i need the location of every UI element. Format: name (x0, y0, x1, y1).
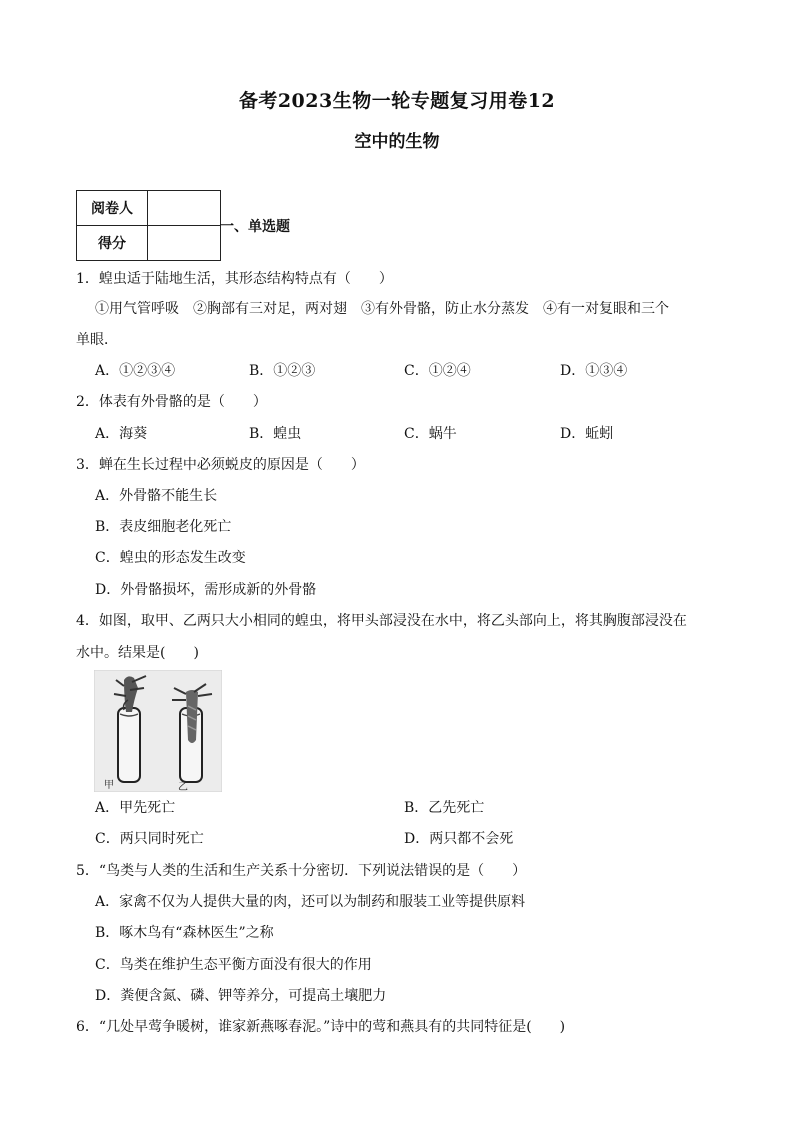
score-box (76, 190, 221, 261)
grader-label: 阅卷人 (77, 191, 148, 226)
question-5-option-b[interactable]: B．啄木鸟有“森林医生”之称 (95, 925, 274, 941)
question-3-option-a[interactable]: A．外骨骼不能生长 (95, 488, 218, 504)
question-1-option-c[interactable]: C．①②④ (404, 363, 471, 379)
question-5-option-c[interactable]: C．鸟类在维护生态平衡方面没有很大的作用 (95, 957, 372, 973)
question-1-statements: ①用气管呼吸 ②胸部有三对足，两对翅 ③有外骨骼，防止水分蒸发 ④有一对复眼和三个 (95, 301, 669, 317)
question-4-stem-cont: 水中。结果是( ) (76, 645, 199, 661)
question-4-stem: 4．如图，取甲、乙两只大小相同的蝗虫，将甲头部浸没在水中，将乙头部向上，将其胸腹部浸没在 (76, 613, 687, 629)
score-field[interactable] (148, 226, 221, 261)
question-4-option-c[interactable]: C．两只同时死亡 (95, 831, 204, 847)
question-2-option-b[interactable]: B．蝗虫 (249, 426, 302, 442)
page-title: 备考2023生物一轮专题复习用卷12 (238, 90, 556, 112)
question-4-option-a[interactable]: A．甲先死亡 (95, 800, 176, 816)
figure-label-yi: 乙 (178, 782, 188, 792)
question-3-option-c[interactable]: C．蝗虫的形态发生改变 (95, 550, 246, 566)
question-1-stem: 1．蝗虫适于陆地生活，其形态结构特点有（ ） (76, 271, 393, 287)
page-subtitle: 空中的生物 (354, 132, 440, 152)
question-6-stem: 6．“几处早莺争暖树，谁家新燕啄春泥。”诗中的莺和燕具有的共同特征是( ) (76, 1019, 566, 1035)
question-3-option-b[interactable]: B．表皮细胞老化死亡 (95, 519, 232, 535)
question-3-stem: 3．蝉在生长过程中必须蜕皮的原因是（ ） (76, 457, 365, 473)
section-title: 一、单选题 (220, 219, 290, 235)
figure-label-jia: 甲 (104, 780, 114, 791)
question-5-stem: 5．“鸟类与人类的生活和生产关系十分密切．下列说法错误的是（ ） (76, 863, 527, 879)
question-5-option-a[interactable]: A．家禽不仅为人提供大量的肉，还可以为制药和服装工业等提供原料 (95, 894, 526, 910)
question-2-option-d[interactable]: D．蚯蚓 (560, 426, 614, 442)
question-1-option-d[interactable]: D．①③④ (560, 363, 628, 379)
question-4-option-d[interactable]: D．两只都不会死 (404, 831, 514, 847)
question-1-option-a[interactable]: A．①②③④ (95, 363, 176, 379)
question-1-statements-cont: 单眼． (76, 332, 118, 348)
score-label: 得分 (77, 226, 148, 261)
question-2-stem: 2．体表有外骨骼的是（ ） (76, 394, 267, 410)
question-1-option-b[interactable]: B．①②③ (249, 363, 316, 379)
question-2-option-c[interactable]: C．蜗牛 (404, 426, 457, 442)
question-3-option-d[interactable]: D．外骨骼损坏，需形成新的外骨骼 (95, 582, 317, 598)
locust-experiment-figure (94, 670, 222, 792)
question-5-option-d[interactable]: D．粪便含氮、磷、钾等养分，可提高土壤肥力 (95, 988, 387, 1004)
question-4-option-b[interactable]: B．乙先死亡 (404, 800, 485, 816)
grader-field[interactable] (148, 191, 221, 226)
question-2-option-a[interactable]: A．海葵 (95, 426, 148, 442)
